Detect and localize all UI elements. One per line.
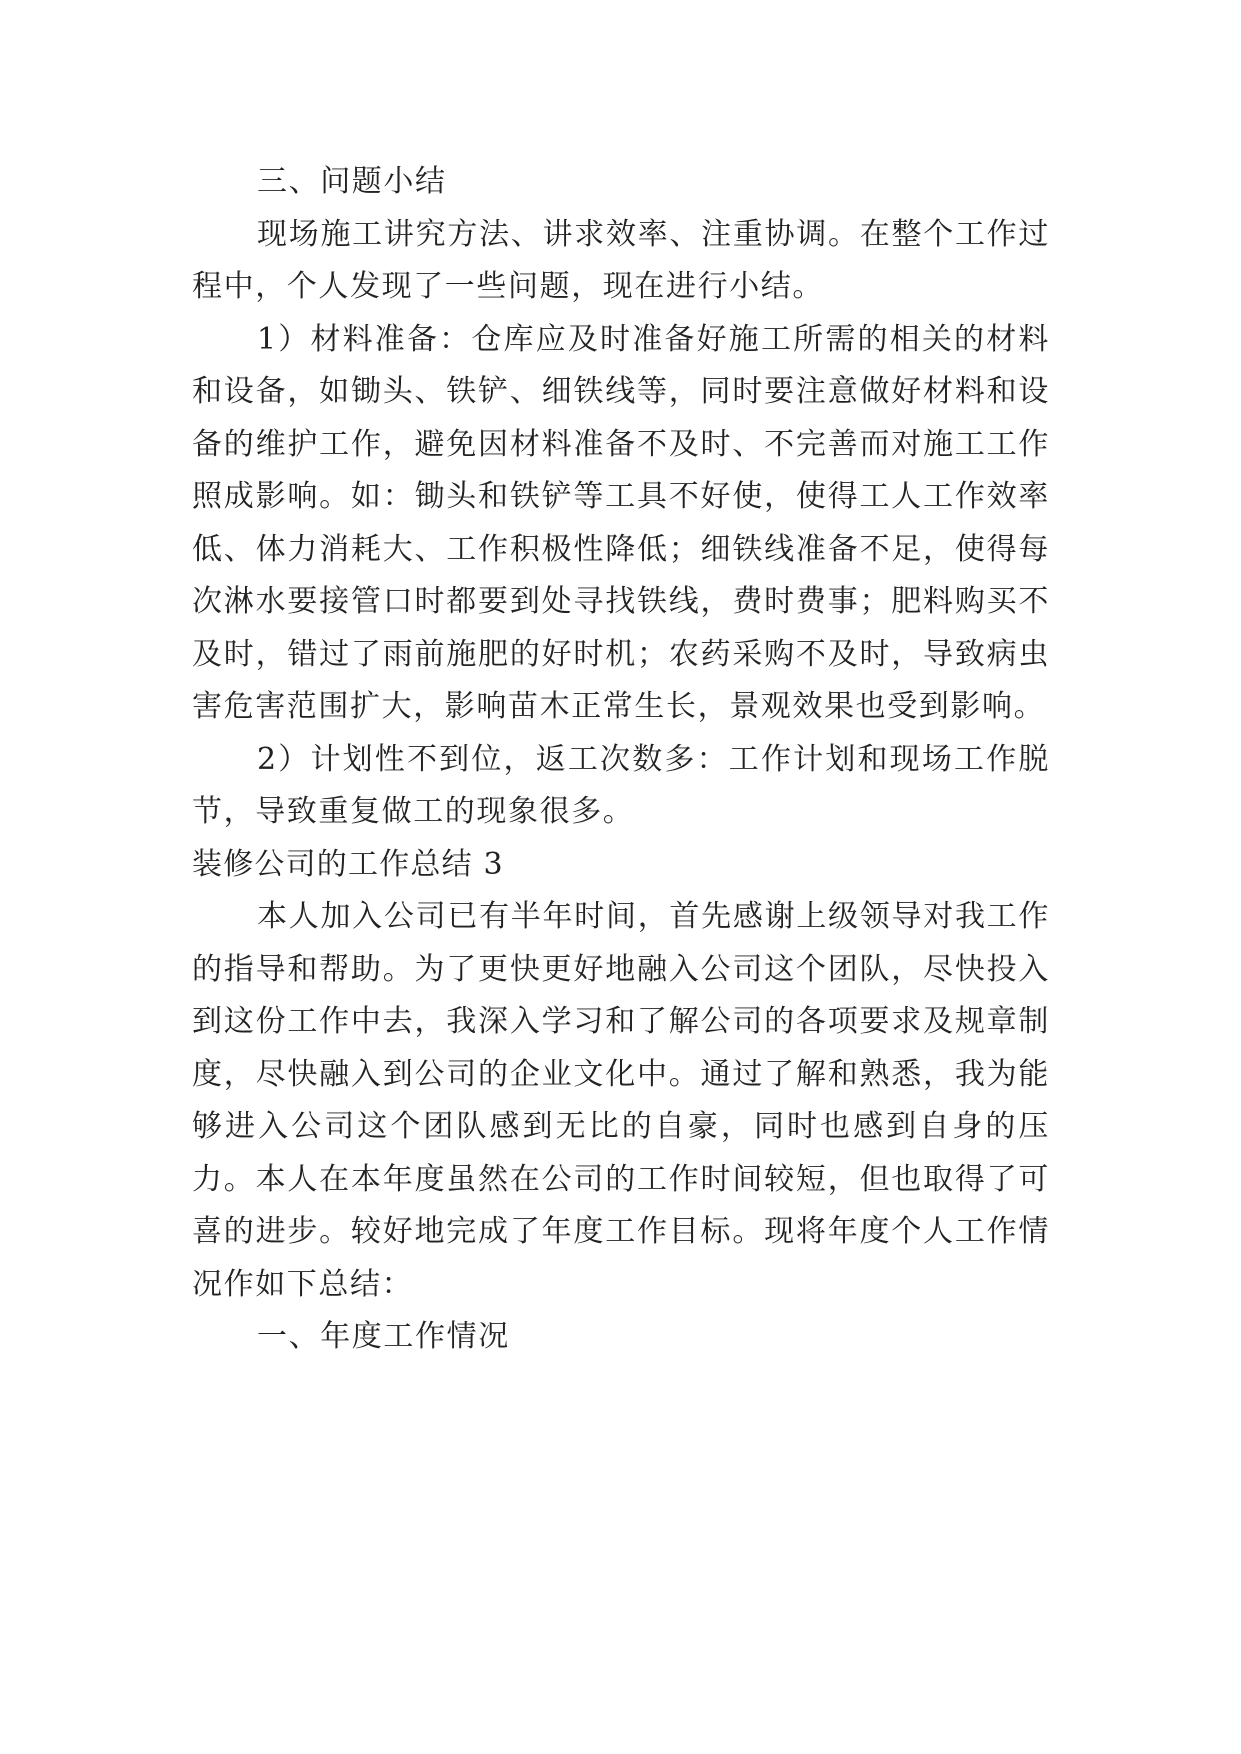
paragraph-summary-intro: 本人加入公司已有半年时间，首先感谢上级领导对我工作的指导和帮助。为了更快更好地融入公司这个团队，尽快投入到这份工作中去，我深入学习和了解公司的各项要求及规章制度，尽快融入到公司的企业文化中。通过了解和熟悉，我为能够进入公司这个团队感到无比的自豪，同时也感到自身的压力。本人在本年度虽然在公司的工作时间较短，但也取得了可喜的进步。较好地完成了年度工作目标。现将年度个人工作情况作如下总结：: [192, 899, 1050, 1302]
paragraph-item-1-materials: 1）材料准备：仓库应及时准备好施工所需的相关的材料和设备，如锄头、铁铲、细铁线等，同时要注意做好材料和设备的维护工作，避免因材料准备不及时、不完善而对施工工作照成影响。如：锄头和铁铲等工具不好使，使得工人工作效率低、体力消耗大、工作积极性降低；细铁线准备不足，使得每次淋水要接管口时都要到处寻找铁线，费时费事；肥料购买不及时，错过了雨前施肥的好时机；农药采购不及时，导致病虫害危害范围扩大，影响苗木正常生长，景观效果也受到影响。: [192, 321, 1050, 724]
section-heading-annual-work: 一、年度工作情况: [257, 1319, 510, 1354]
paragraph-intro: 现场施工讲究方法、讲求效率、注重协调。在整个工作过程中，个人发现了一些问题，现在进行小结。: [192, 216, 1050, 304]
section-heading-problem-summary: 三、问题小结: [257, 164, 447, 199]
paragraph-item-2-planning: 2）计划性不到位，返工次数多：工作计划和现场工作脱节，导致重复做工的现象很多。: [192, 741, 1050, 829]
document-page: [192, 156, 1050, 1364]
document-title-summary-3: 装修公司的工作总结 3: [192, 846, 504, 882]
